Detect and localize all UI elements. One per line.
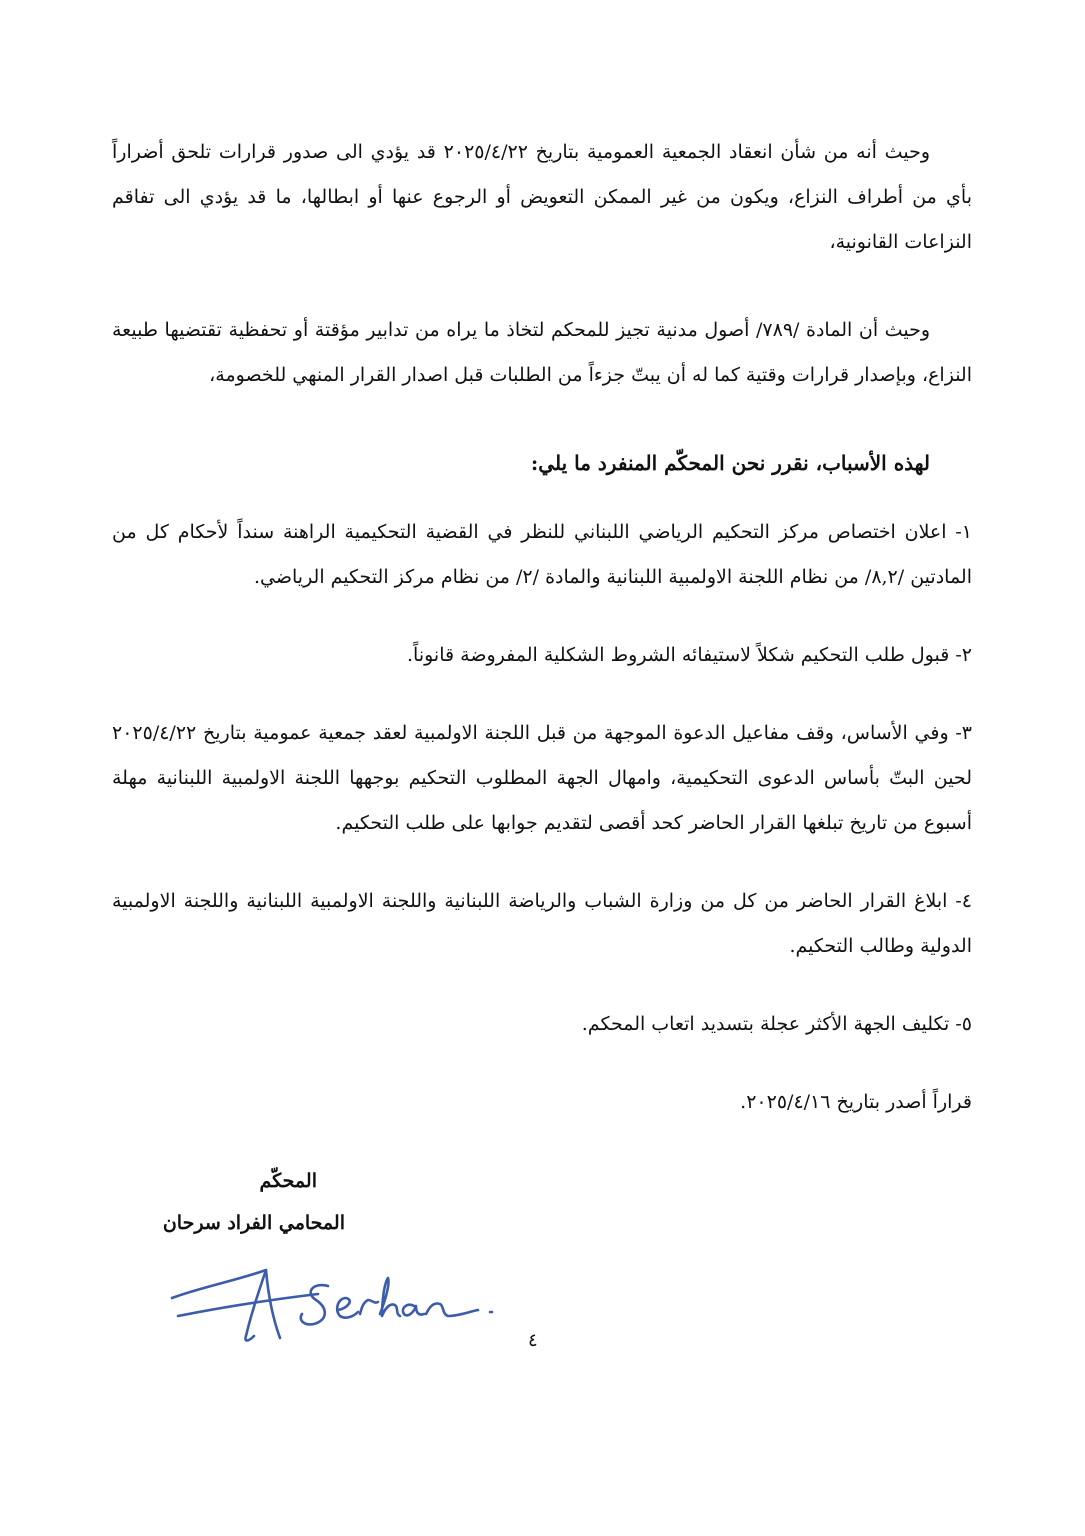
issue-date-line: قراراً أصدر بتاريخ ٢٠٢٥/٤/١٦.: [740, 1091, 972, 1113]
paragraph-article-789: وحيث أن المادة /٧٨٩/ أصول مدنية تجيز للمحكم لتخاذ ما يراه من تدابير مؤقتة أو تحفظية تقتضيها طبيعة النزاع، وبإصدار قرارات وقتية كما له أن يبتّ جزءاً من الطلبات قبل اصدار القرار المنهي للخصومة،: [112, 319, 972, 386]
decision-item-5: ٥- تكليف الجهة الأكثر عجلة بتسديد اتعاب المحكم.: [581, 1013, 972, 1035]
arbitrator-name: المحامي الفراد سرحان: [162, 1212, 345, 1234]
decision-item-3: ٣- وفي الأساس، وقف مفاعيل الدعوة الموجهة من قبل اللجنة الاولمبية لعقد جمعية عمومية بتاريخ ٢٠٢٥/٤/٢٢ لحين البتّ بأساس الدعوى التحكيمية، وامهال الجهة المطلوب التحكيم بوجهها اللجنة الاولمبية اللبنانية مهلة أسبوع من تاريخ تبلغها القرار الحاضر كحد أقصى لتقديم جوابها على طلب التحكيم.: [112, 722, 972, 834]
decision-heading: لهذه الأسباب، نقرر نحن المحكّم المنفرد ما يلي:: [530, 451, 930, 475]
handwritten-signature: [168, 1258, 508, 1348]
page-number: ٤: [528, 1330, 538, 1351]
document-body: [112, 130, 972, 1125]
signature-block: [145, 1160, 345, 1244]
arbitrator-title: المحكّم: [259, 1170, 317, 1192]
paragraph-general-assembly-harm: وحيث أنه من شأن انعقاد الجمعية العمومية بتاريخ ٢٠٢٥/٤/٢٢ قد يؤدي الى صدور قرارات تلحق أضراراً بأي من أطراف النزاع، ويكون من غير الممكن التعويض أو الرجوع عنها أو ابطالها، ما قد يؤدي الى تفاقم النزاعات القانونية،: [112, 141, 972, 253]
decision-item-1: ١- اعلان اختصاص مركز التحكيم الرياضي اللبناني للنظر في القضية التحكيمية الراهنة سنداً لأحكام كل من المادتين /٨,٢/ من نظام اللجنة الاولمبية اللبنانية والمادة /٢/ من نظام مركز التحكيم الرياضي.: [112, 521, 972, 588]
decision-item-4: ٤- ابلاغ القرار الحاضر من كل من وزارة الشباب والرياضة اللبنانية واللجنة الاولمبية اللبنانية واللجنة الاولمبية الدولية وطالب التحكيم.: [112, 890, 972, 957]
decision-item-2: ٢- قبول طلب التحكيم شكلاً لاستيفائه الشروط الشكلية المفروضة قانوناً.: [407, 644, 972, 666]
